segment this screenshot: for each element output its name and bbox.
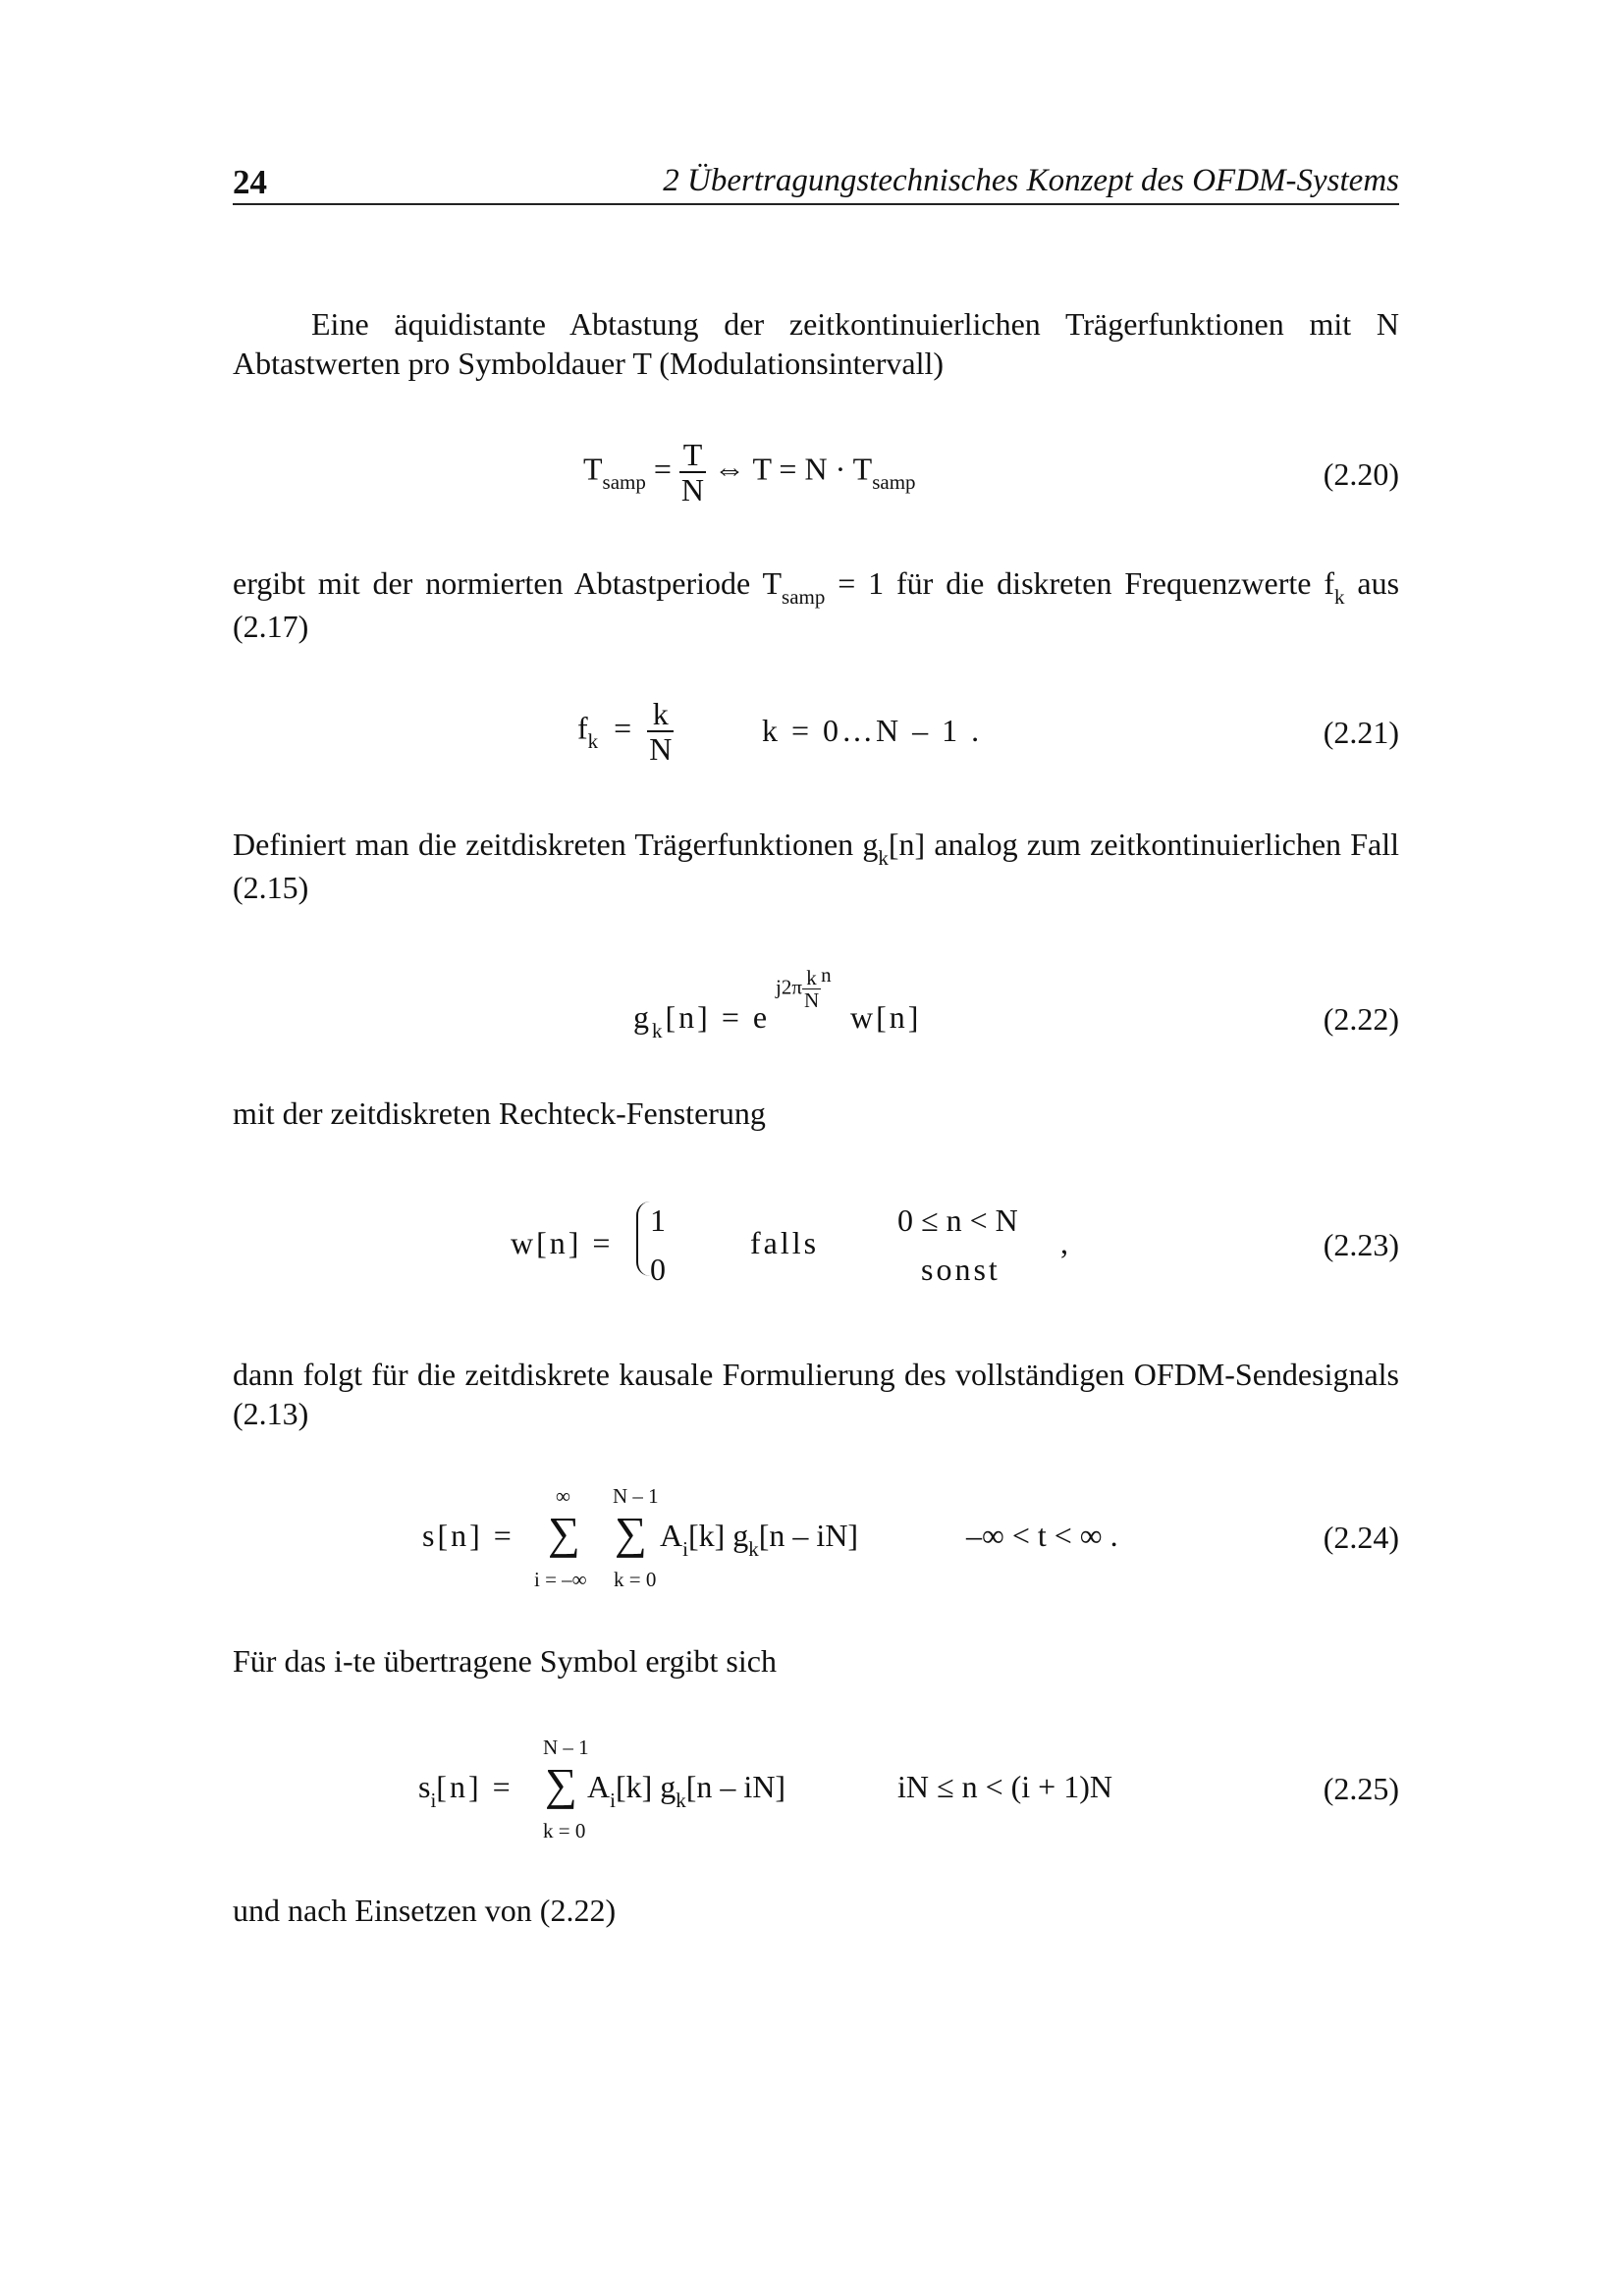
- fraction: [647, 697, 674, 766]
- paragraph-text: Definiert man die zeitdiskreten Trägerfunktionen g: [233, 827, 879, 862]
- summand: [587, 1769, 786, 1812]
- sum-symbol: ∑: [545, 1759, 577, 1809]
- eq-lhs: w[n] =: [511, 1225, 614, 1260]
- eq-range: k = 0…N – 1 .: [762, 713, 983, 748]
- sum-upper-limit: ∞: [556, 1484, 570, 1508]
- paragraph-text: und nach Einsetzen von (2.22): [233, 1893, 617, 1928]
- eq-lhs-rest: [n] =: [436, 1769, 514, 1804]
- equation-number: (2.22): [1323, 1001, 1399, 1037]
- fraction-denominator: N: [649, 731, 673, 767]
- sum-symbol: ∑: [548, 1508, 580, 1558]
- equation-number: (2.24): [1323, 1520, 1399, 1555]
- paragraph-text: = 1 für die diskreten Frequenzwerte f: [825, 565, 1334, 601]
- paragraph-text: aus (2.17): [233, 565, 1400, 644]
- paragraph-symbol: [233, 1641, 1399, 1681]
- falls-label: falls: [750, 1225, 820, 1260]
- eq-lhs: [418, 1769, 514, 1812]
- sum-lower-limit: k = 0: [543, 1819, 586, 1842]
- paragraph-substitution: [233, 1891, 1399, 1930]
- case-value-1: 1: [650, 1202, 666, 1238]
- eq-lhs: [n] = e: [665, 999, 771, 1035]
- eq-term: [n – iN]: [758, 1518, 859, 1553]
- header-rule: [233, 203, 1399, 205]
- equation-2-20: [583, 438, 916, 507]
- eq-symbol: T: [583, 451, 603, 487]
- eq-rhs: w[n]: [850, 999, 922, 1035]
- condition-2: sonst: [921, 1252, 1001, 1287]
- equation-2-21: [577, 697, 674, 766]
- paragraph-text: dann folgt für die zeitdiskrete kausale Formulierung des vollständigen OFDM-Sendesignals (2.13): [233, 1357, 1399, 1431]
- eq-symbol: f: [577, 710, 588, 746]
- sum-lower-limit: k = 0: [614, 1568, 657, 1591]
- sum-symbol: ∑: [615, 1508, 647, 1558]
- eq-term: [k] g: [687, 1518, 749, 1553]
- exponent: [776, 963, 832, 1012]
- equation-number: (2.21): [1323, 715, 1399, 750]
- eq-subscript: i: [610, 1789, 616, 1812]
- paragraph-text: Eine äquidistante Abtastung der zeitkontinuierlichen Trägerfunktionen mit N Abtastwerten pro Symboldauer T (Modulationsintervall): [233, 306, 1399, 381]
- eq-range: –∞ < t < ∞ .: [966, 1518, 1118, 1553]
- equation-2-22: [633, 999, 771, 1042]
- case-value-2: 0: [650, 1252, 666, 1287]
- fraction-numerator: k: [652, 696, 669, 731]
- eq-symbol: A: [660, 1518, 683, 1553]
- eq-subscript: k: [676, 1789, 686, 1812]
- eq-lhs: s[n] =: [422, 1518, 514, 1553]
- exponent-prefix: j2π: [776, 975, 802, 999]
- paragraph-sampling: [233, 304, 1399, 383]
- comma: ,: [1060, 1225, 1068, 1260]
- eq-subscript: samp: [872, 470, 916, 495]
- eq-symbol: s: [418, 1769, 431, 1804]
- sum-lower-limit: i = –∞: [534, 1568, 587, 1591]
- eq-subscript: samp: [602, 470, 646, 495]
- fraction-numerator: k: [806, 966, 817, 989]
- exponent-fraction: [802, 967, 821, 1011]
- eq-term: [n – iN]: [685, 1769, 786, 1804]
- paragraph-signal: [233, 1355, 1399, 1433]
- eq-term: [k] g: [615, 1769, 676, 1804]
- paragraph-text: [n] analog zum zeitkontinuierlichen Fall (2.15): [233, 827, 1400, 905]
- chapter-title: 2 Übertragungstechnisches Konzept des OFDM-Systems: [663, 163, 1399, 198]
- eq-subscript: k: [748, 1537, 759, 1561]
- eq-equals: =: [653, 451, 672, 487]
- condition-1: 0 ≤ n < N: [897, 1202, 1018, 1238]
- paragraph-text: ergibt mit der normierten Abtastperiode T: [233, 565, 783, 601]
- subscript: k: [878, 846, 889, 870]
- equation-number: (2.20): [1323, 456, 1399, 492]
- summand: [660, 1518, 859, 1561]
- page-number: 24: [233, 163, 267, 201]
- fraction-denominator: N: [803, 988, 820, 1012]
- sum-upper-limit: N – 1: [613, 1484, 659, 1508]
- paragraph-definition: [233, 825, 1399, 907]
- subscript: k: [1334, 585, 1345, 609]
- sum-upper-limit: N – 1: [543, 1735, 589, 1759]
- subscript: samp: [782, 585, 826, 609]
- paragraph-normalized: [233, 563, 1399, 646]
- paragraph-text: mit der zeitdiskreten Rechteck-Fensterung: [233, 1095, 766, 1131]
- paragraph-text: Für das i-te übertragene Symbol ergibt sich: [233, 1643, 777, 1679]
- equation-number: (2.25): [1323, 1771, 1399, 1806]
- fraction-numerator: T: [682, 437, 703, 472]
- eq-symbol: A: [587, 1769, 611, 1804]
- eq-subscript: k: [587, 729, 599, 754]
- eq-subscript: i: [682, 1537, 688, 1561]
- fraction-denominator: N: [680, 472, 705, 507]
- eq-subscript: k: [652, 1019, 666, 1042]
- eq-subscript: i: [430, 1789, 437, 1812]
- exponent-suffix: n: [821, 963, 832, 988]
- eq-range: iN ≤ n < (i + 1)N: [897, 1769, 1112, 1804]
- fraction: [679, 438, 706, 507]
- paragraph-window: [233, 1094, 1399, 1133]
- eq-symbol: g: [633, 999, 652, 1035]
- equation-number: (2.23): [1323, 1227, 1399, 1262]
- eq-equals: =: [614, 710, 632, 746]
- eq-rhs: ⇔ T = N · T: [714, 451, 873, 487]
